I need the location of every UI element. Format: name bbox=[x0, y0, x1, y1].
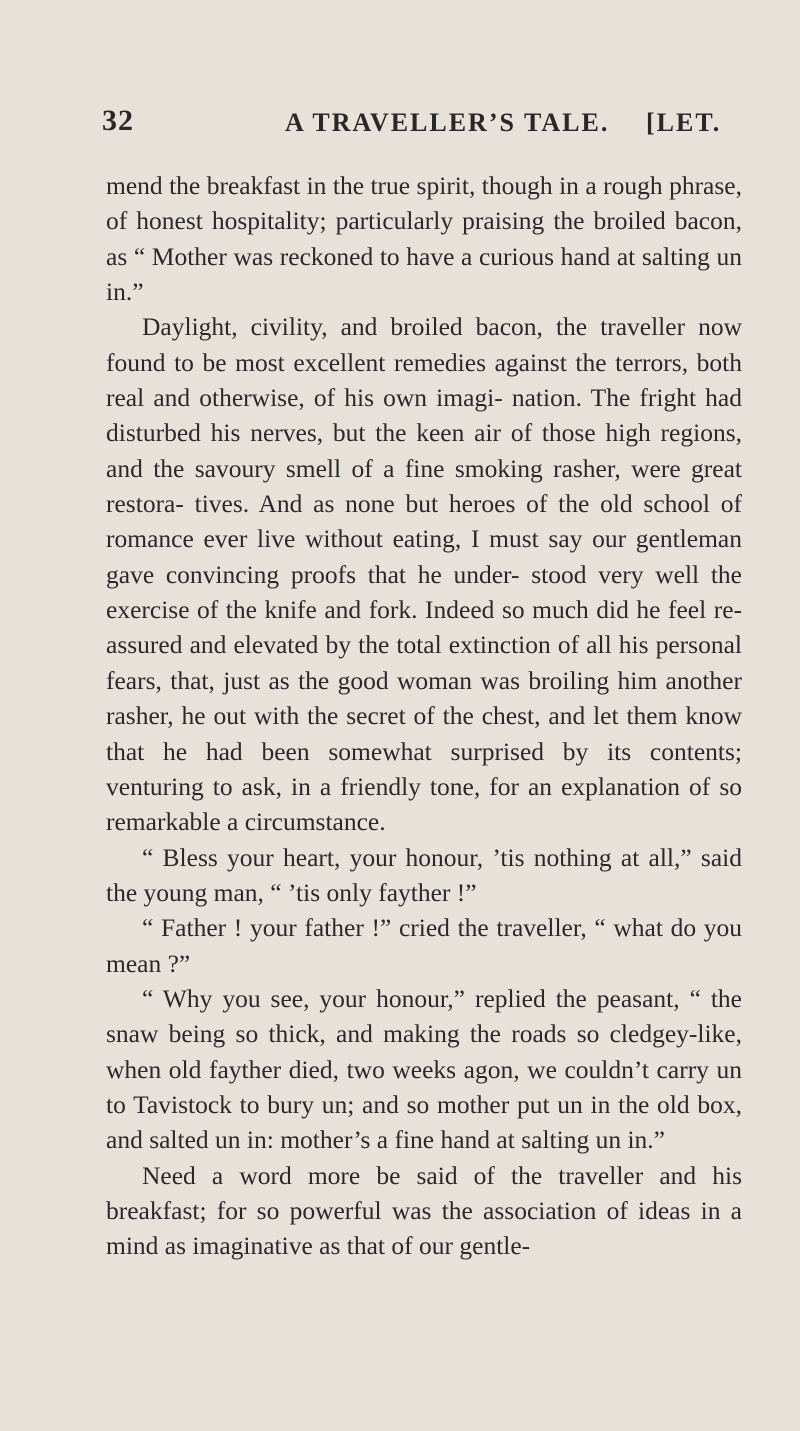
body-text bbox=[106, 168, 742, 1264]
paragraph: Need a word more be said of the traveller and his breakfast; for so powerful was the association of ideas in a mind as imaginative as that of our gentle- bbox=[106, 1160, 742, 1261]
page-number: 32 bbox=[102, 104, 134, 137]
paragraph: “ Why you see, your honour,” replied the peasant, “ the snaw being so thick, and making the roads so cledgey-like, when old fayther died, two weeks agon, we couldn’t carry un to Tavistock to bury un; and so mother put un in the old box, and salted un in: mother’s a fine hand at salting un in.” bbox=[106, 983, 742, 1155]
paragraph: “ Father ! your father !” cried the traveller, “ what do you mean ?” bbox=[106, 913, 742, 978]
paragraph: Daylight, civility, and broiled bacon, the traveller now found to be most excellent remedies against the terrors, both real and otherwise, of his own imagi- nation. The fright had disturbed his nerves, but the keen air of those high regions, and the savoury smell of a fine smoking rasher, were great restora- tives. And as none but heroes of the old school of romance ever live without eating, I must say our gentleman gave convincing proofs that he under- stood very well the exercise of the knife and fork. Indeed so much did he feel re-assured and elevated by the total extinction of all his personal fears, that, just as the good woman was broiling him another rasher, he out with the secret of the chest, and let them know that he had been somewhat surprised by its contents; venturing to ask, in a friendly tone, for an explanation of so remarkable a circumstance. bbox=[106, 312, 742, 837]
paragraph: “ Bless your heart, your honour, ’tis nothing at all,” said the young man, “ ’tis only fayther !” bbox=[106, 842, 742, 907]
running-title: A TRAVELLER’S TALE. bbox=[285, 108, 610, 137]
running-section: [LET. bbox=[646, 108, 722, 137]
paragraph: mend the breakfast in the true spirit, though in a rough phrase, of honest hospitality; particularly praising the broiled bacon, as “ Mother was reckoned to have a curious hand at salting un in.” bbox=[106, 171, 742, 307]
running-head bbox=[0, 104, 800, 144]
